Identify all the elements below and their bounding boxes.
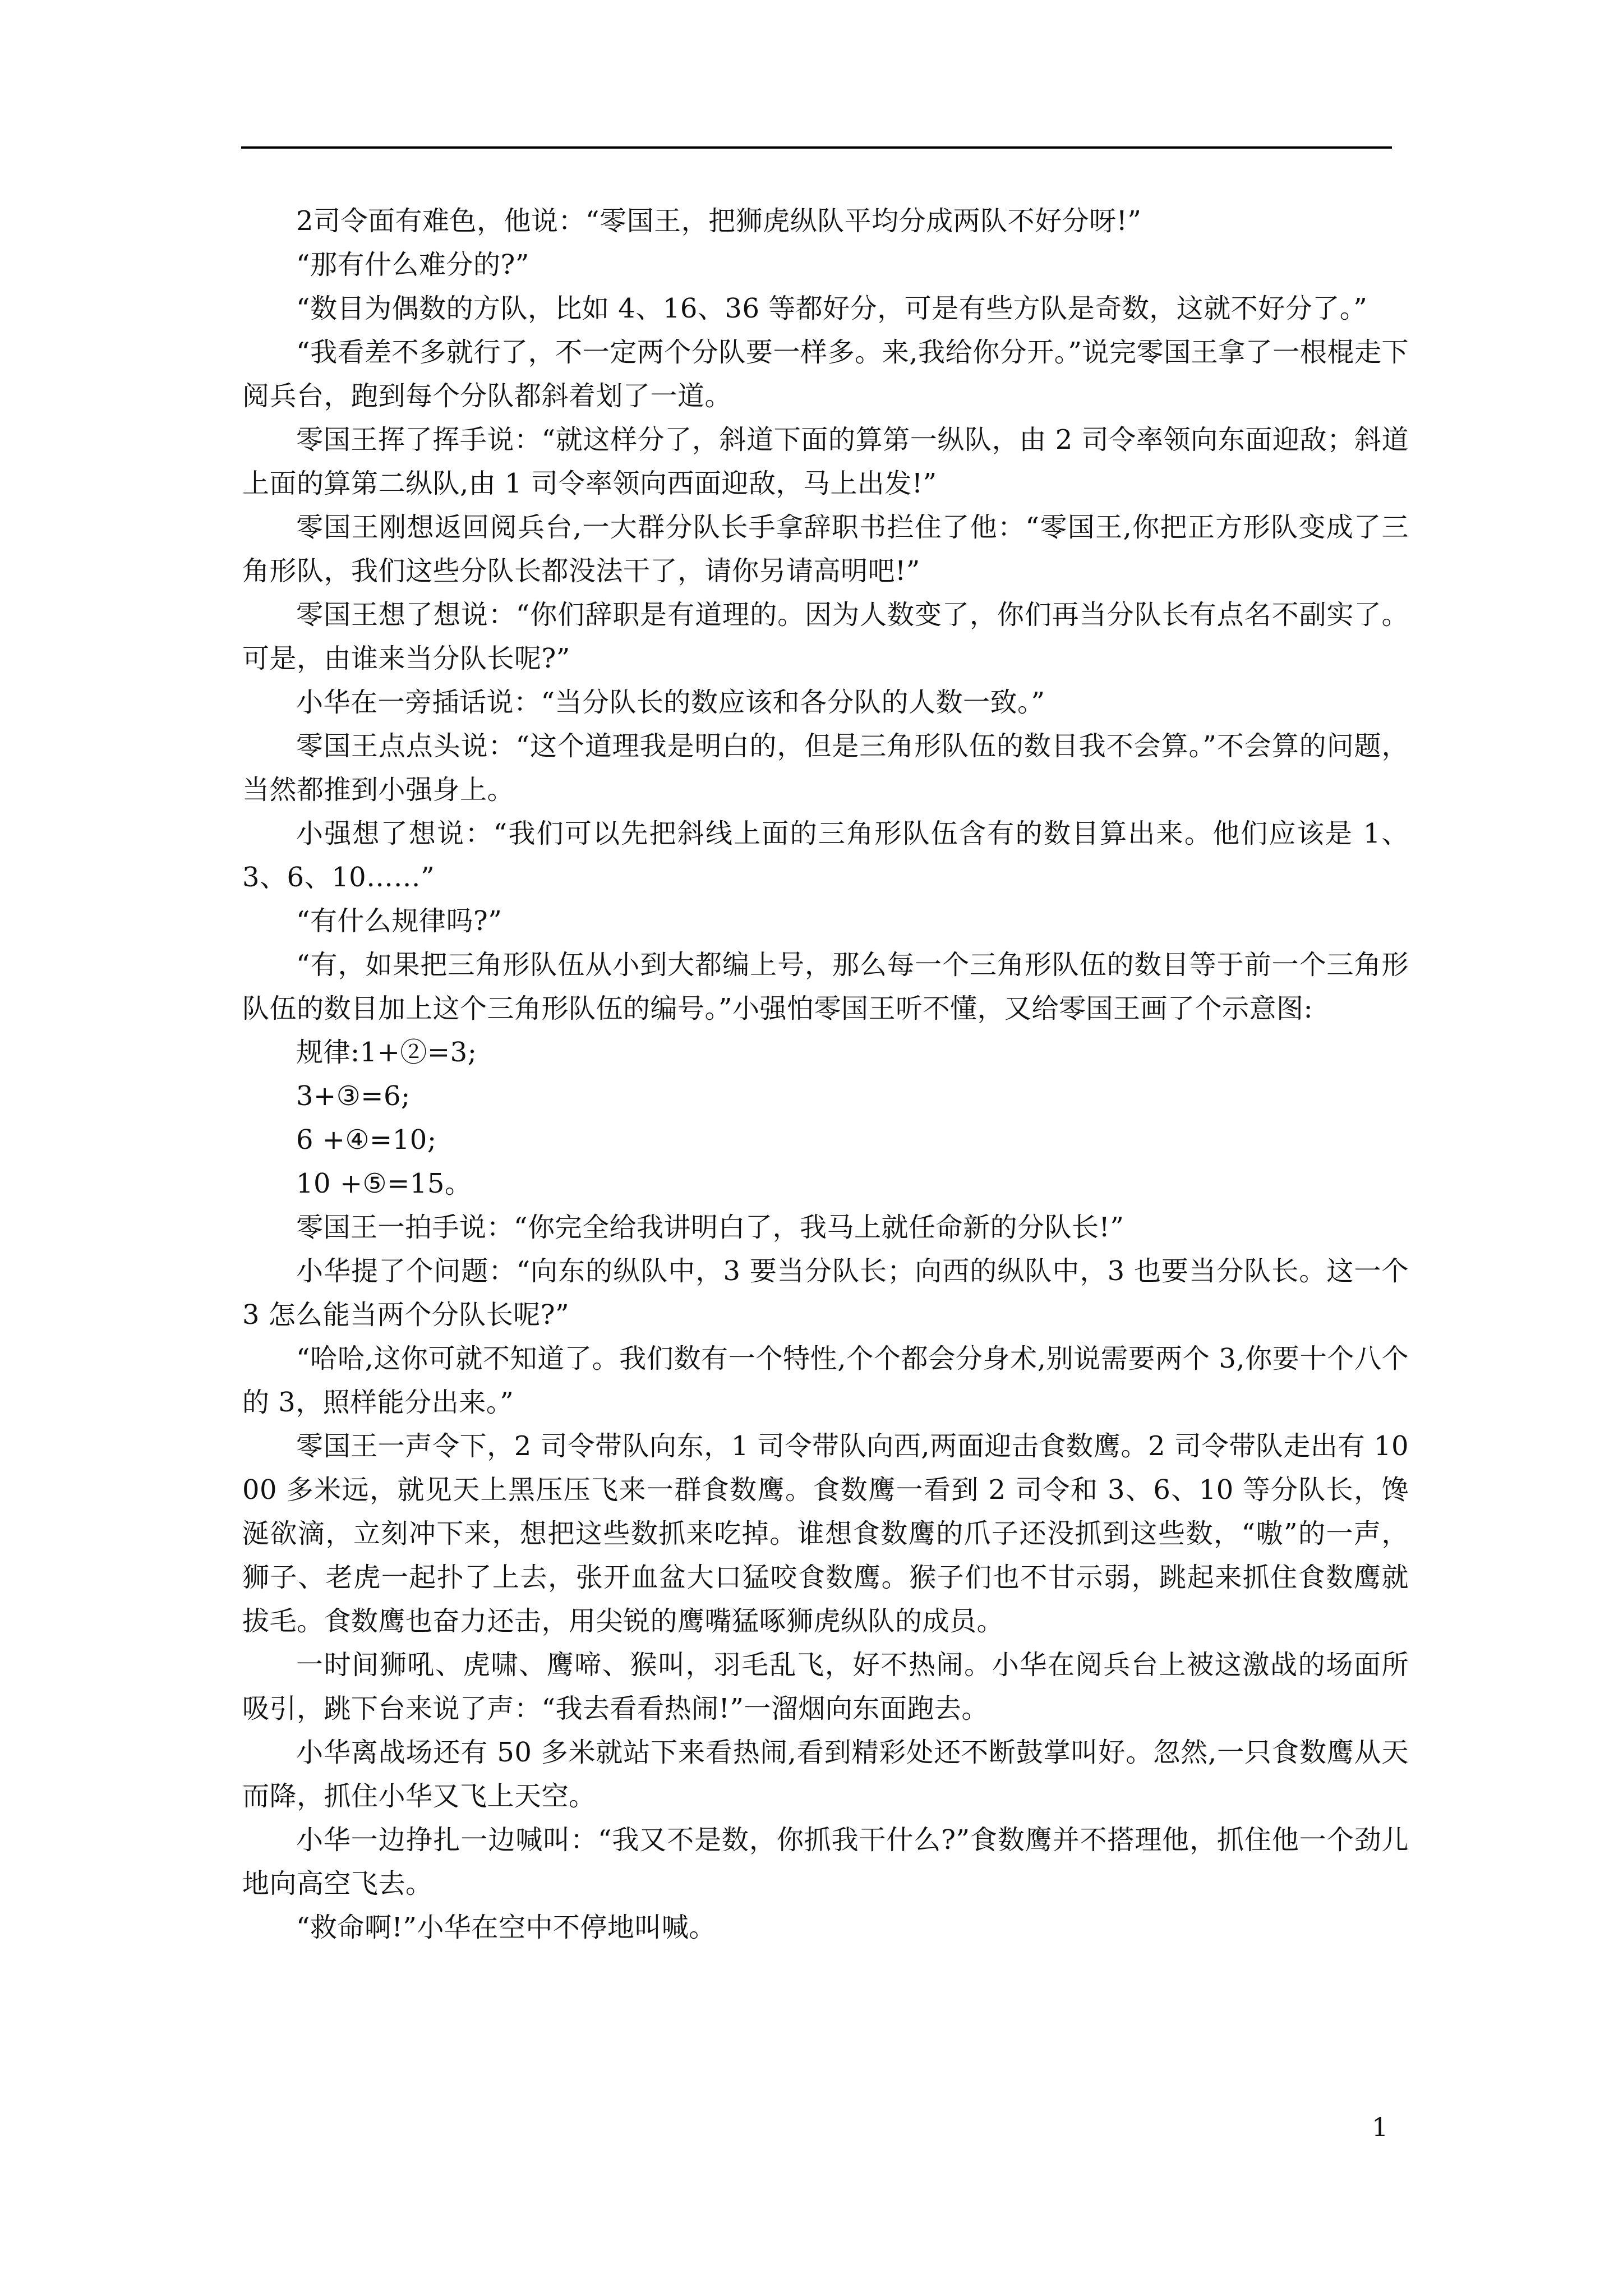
paragraph: 小强想了想说：“我们可以先把斜线上面的三角形队伍含有的数目算出来。他们应该是 1、3、6、10……” xyxy=(242,818,1409,893)
paragraph: 小华离战场还有 50 多米就站下来看热闹,看到精彩处还不断鼓掌叫好。忽然,一只食数鹰从天而降，抓住小华又飞上天空。 xyxy=(242,1737,1409,1812)
paragraph: “那有什么难分的?” xyxy=(296,249,529,280)
paragraph: “我看差不多就行了，不一定两个分队要一样多。来,我给你分开。”说完零国王拿了一根棍走下阅兵台，跑到每个分队都斜着划了一道。 xyxy=(242,337,1409,412)
paragraph: 零国王一拍手说：“你完全给我讲明白了，我马上就任命新的分队长!” xyxy=(296,1212,1124,1243)
paragraph: “有什么规律吗?” xyxy=(296,905,502,937)
paragraph: 小华在一旁插话说：“当分队长的数应该和各分队的人数一致。” xyxy=(296,687,1045,718)
rule-line: 6 +④=10; xyxy=(296,1124,437,1156)
body-text xyxy=(242,199,1418,1949)
rule-line: 3+③=6; xyxy=(296,1080,411,1112)
rule-line: 10 +⑤=15。 xyxy=(296,1168,472,1199)
paragraph: “哈哈,这你可就不知道了。我们数有一个特性,个个都会分身术,别说需要两个 3,你要十个八个的 3，照样能分出来。” xyxy=(242,1343,1409,1418)
page-number: 1 xyxy=(1372,2112,1389,2142)
paragraph: 小华提了个问题：“向东的纵队中，3 要当分队长；向西的纵队中，3 也要当分队长。这一个 3 怎么能当两个分队长呢?” xyxy=(242,1255,1418,1331)
paragraph: “救命啊!”小华在空中不停地叫喊。 xyxy=(296,1912,716,1943)
paragraph: 零国王刚想返回阅兵台,一大群分队长手拿辞职书拦住了他：“零国王,你把正方形队变成了三角形队，我们这些分队长都没法干了，请你另请高明吧!” xyxy=(242,512,1409,587)
rule-line: 规律:1+②=3; xyxy=(296,1037,477,1068)
paragraph: 2司令面有难色，他说：“零国王，把狮虎纵队平均分成两队不好分呀!” xyxy=(296,205,1142,237)
paragraph: “有，如果把三角形队伍从小到大都编上号，那么每一个三角形队伍的数目等于前一个三角形队伍的数目加上这个三角形队伍的编号。”小强怕零国王听不懂，又给零国王画了个示意图: xyxy=(242,949,1409,1024)
paragraph: 一时间狮吼、虎啸、鹰啼、猴叫，羽毛乱飞，好不热闹。小华在阅兵台上被这激战的场面所吸引，跳下台来说了声：“我去看看热闹!”一溜烟向东面跑去。 xyxy=(242,1649,1409,1724)
paragraph: “数目为偶数的方队，比如 4、16、36 等都好分，可是有些方队是奇数，这就不好分了。” xyxy=(296,293,1368,324)
paragraph: 零国王想了想说：“你们辞职是有道理的。因为人数变了，你们再当分队长有点名不副实了。可是，由谁来当分队长呢?” xyxy=(242,599,1409,674)
paragraph: 零国王一声令下，2 司令带队向东，1 司令带队向西,两面迎击食数鹰。2 司令带队走出有 1000 多米远，就见天上黑压压飞来一群食数鹰。食数鹰一看到 2 司令和 3、6、10 等分队长，馋涎欲滴，立刻冲下来，想把这些数抓来吃掉。谁想食数鹰的爪子还没抓到这些数，“嗷”的一声，狮子、老虎一起扑了上去，张开血盆大口猛咬食数鹰。猴子们也不甘示弱，跳起来抓住食数鹰就拔毛。食数鹰也奋力还击，用尖锐的鹰嘴猛啄狮虎纵队的成员。 xyxy=(242,1430,1409,1637)
paragraph: 零国王挥了挥手说：“就这样分了，斜道下面的算第一纵队，由 2 司令率领向东面迎敌；斜道上面的算第二纵队,由 1 司令率领向西面迎敌，马上出发!” xyxy=(242,424,1409,499)
header-rule xyxy=(241,146,1392,149)
paragraph: 小华一边挣扎一边喊叫：“我又不是数，你抓我干什么?”食数鹰并不搭理他，抓住他一个劲儿地向高空飞去。 xyxy=(242,1824,1409,1899)
paragraph: 零国王点点头说：“这个道理我是明白的，但是三角形队伍的数目我不会算。”不会算的问题，当然都推到小强身上。 xyxy=(242,730,1409,806)
